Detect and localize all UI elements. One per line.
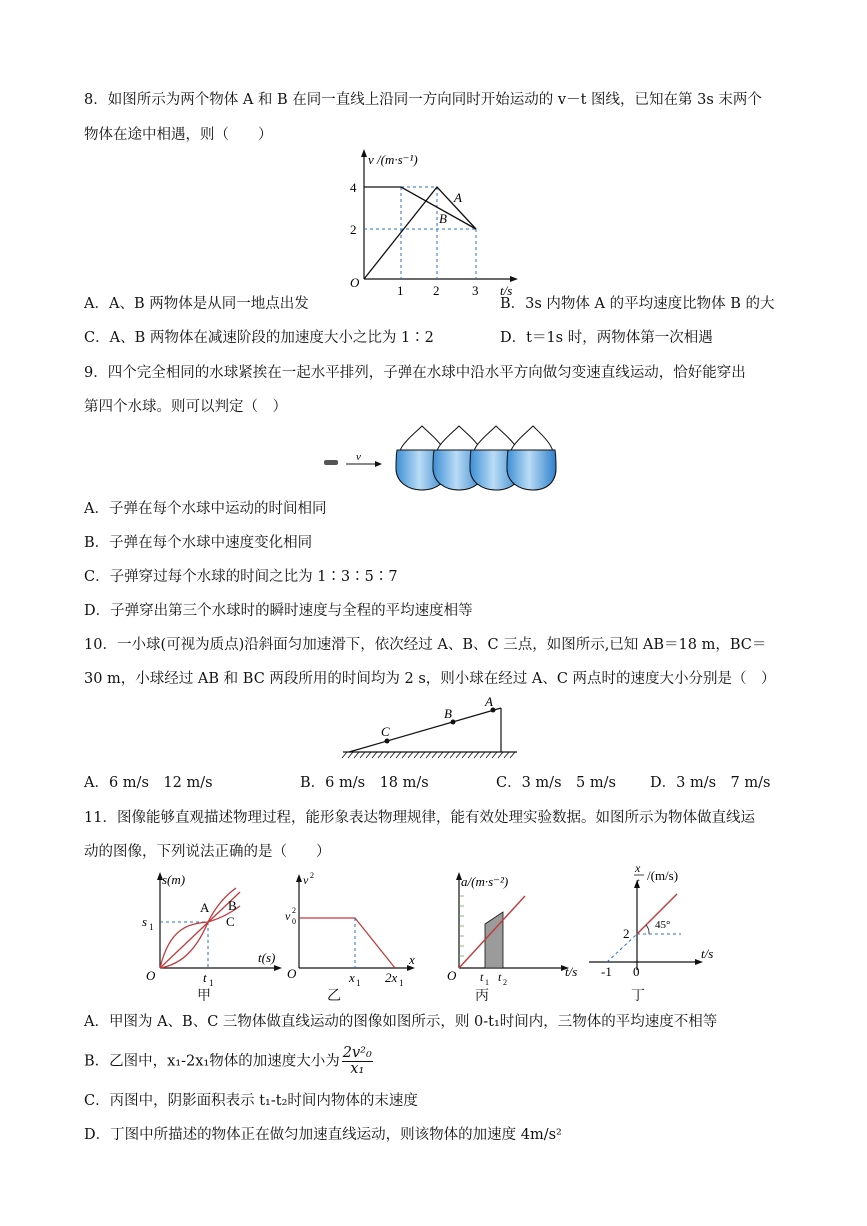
caption-yi: 乙 [327, 988, 341, 1004]
q8-option-d[interactable]: D．t＝1s 时，两物体第一次相遇 [500, 330, 713, 346]
ding-angle-label: 45° [655, 919, 671, 931]
jia-t1-sub: 1 [209, 978, 214, 986]
q10-option-a[interactable]: A．6 m/s 12 m/s [84, 775, 213, 791]
q8-label-b: B [439, 211, 447, 226]
ding-ylabel-unit: /(m/s) [647, 868, 679, 883]
q10-stem-line1: 10．一小球(可视为质点)沿斜面匀加速滑下，依次经过 A、B、C 三点，如图所示,已知 AB＝18 m，BC＝ [84, 637, 767, 653]
q8-origin: O [350, 275, 360, 290]
bing-grid-ticks [459, 896, 464, 956]
q8-option-c[interactable]: C．A、B 两物体在减速阶段的加速度大小之比为 1∶2 [84, 330, 434, 346]
ground-hatching [342, 752, 515, 758]
q8-option-b[interactable]: B．3s 内物体 A 的平均速度比物体 B 的大 [500, 296, 775, 312]
bing-t1: t [480, 970, 484, 984]
q10-option-b[interactable]: B．6 m/s 18 m/s [300, 775, 429, 791]
yi-line [299, 918, 395, 968]
yi-v0-sub: 0 [292, 917, 296, 926]
yi-xlabel: x [409, 952, 415, 967]
incline-surface [349, 708, 501, 752]
yi-x2: 2x [385, 970, 398, 985]
q11-stem-line2: 动的图像，下列说法正确的是（ ） [84, 844, 331, 860]
q8-stem-line2: 物体在途中相遇，则（ ） [84, 127, 273, 143]
q8-option-a[interactable]: A．A、B 两物体是从同一地点出发 [84, 296, 309, 312]
q8-stem-line1: 8．如图所示为两个物体 A 和 B 在同一直线上沿同一方向同时开始运动的 v－t 图线，已知在第 3s 末两个 [84, 92, 762, 108]
jia-label-b: B [228, 898, 237, 913]
q10-option-c[interactable]: C．3 m/s 5 m/s [496, 775, 616, 791]
q11-figure-ding [585, 862, 720, 984]
q10-label-b: B [444, 706, 452, 721]
caption-bing: 丙 [475, 988, 489, 1004]
q10-label-a: A [485, 694, 493, 709]
ding-label-minus1: -1 [601, 964, 612, 979]
caption-jia: 甲 [197, 988, 211, 1004]
bullet-icon [324, 460, 338, 465]
q9-v-label: v [356, 451, 361, 463]
jia-curve-c [160, 888, 236, 968]
q9-stem-line2: 第四个水球。则可以判定（ ） [84, 399, 287, 415]
ding-ylabel-num: x [635, 862, 641, 875]
bing-xlabel: t/s [565, 964, 578, 979]
q8-xtick-2: 2 [433, 283, 440, 295]
water-ball-4 [507, 426, 556, 490]
q8-x-arrow [510, 276, 518, 282]
q9-option-a[interactable]: A．子弹在每个水球中运动的时间相同 [84, 501, 327, 517]
ding-angle-arc [646, 925, 649, 934]
q11-option-b-text: B．乙图中，x₁-2x₁物体的加速度大小为 [84, 1053, 340, 1070]
jia-label-c: C [226, 914, 235, 929]
q11-stem-line1: 11．图像能够直观描述物理过程，能形象表达物理规律，能有效处理实验数据。如图所示为物体做直线运 [84, 810, 755, 826]
q10-label-c: C [381, 724, 390, 739]
q8-label-a: A [454, 190, 462, 205]
q11-option-a[interactable]: A．甲图为 A、B、C 三物体做直线运动的图像如图所示，则 0-t₁时间内，三物体的平均速度不相等 [84, 1014, 718, 1030]
ding-label-2: 2 [623, 926, 630, 941]
jia-s1-sub: 1 [149, 922, 154, 932]
ding-label-0: 0 [633, 964, 640, 979]
q8-ytick-4: 4 [350, 180, 357, 195]
bing-t2: t [498, 970, 502, 984]
q11-figure-jia [140, 866, 285, 986]
q11-option-d[interactable]: D．丁图中所描述的物体正在做匀加速直线运动，则该物体的加速度 4m/s² [84, 1127, 562, 1143]
jia-label-a: A [200, 900, 210, 915]
q10-stem-line2: 30 m，小球经过 AB 和 BC 两段所用的时间均为 2 s，则小球在经过 A、C 两点时的速度大小分别是（ ） [84, 671, 776, 687]
q9-velocity-arrow-head [375, 461, 382, 467]
caption-ding: 丁 [631, 988, 645, 1004]
bing-shaded-area [485, 912, 503, 968]
q8-ylabel: v /(m·s⁻¹) [368, 152, 418, 167]
bing-t1-sub: 1 [485, 978, 489, 986]
q10-incline-figure [335, 692, 525, 764]
q9-option-c[interactable]: C．子弹穿过每个水球的时间之比为 1∶3∶5∶7 [84, 569, 398, 585]
q11-option-b[interactable] [84, 1046, 373, 1077]
q8-xtick-3: 3 [472, 283, 479, 295]
jia-s1: s [142, 914, 148, 929]
ding-ylabel-den: t [636, 875, 640, 889]
q11-figure-bing [445, 866, 590, 986]
bing-origin: O [447, 968, 457, 983]
q8-y-arrow [361, 149, 367, 157]
q8-vt-graph [340, 145, 530, 295]
bing-ylabel: a/(m·s⁻²) [461, 874, 509, 889]
q9-option-d[interactable]: D．子弹穿出第三个水球时的瞬时速度与全程的平均速度相等 [84, 603, 473, 619]
q11-option-c[interactable]: C．丙图中，阴影面积表示 t₁-t₂时间内物体的末速度 [84, 1093, 418, 1109]
q8-ytick-2: 2 [350, 222, 357, 237]
q8-xtick-1: 1 [397, 283, 404, 295]
q8-xlabel: t/s [500, 283, 513, 295]
yi-x2-sub: 1 [399, 978, 404, 986]
yi-v0-sup: 2 [292, 906, 296, 915]
q11-option-b-fraction [342, 1046, 373, 1077]
q10-option-d[interactable]: D．3 m/s 7 m/s [650, 775, 771, 791]
q9-stem-line1: 9．四个完全相同的水球紧挨在一起水平排列，子弹在水球中沿水平方向做匀变速直线运动，恰好能穿出 [84, 365, 746, 381]
q9-option-b[interactable]: B．子弹在每个水球中速度变化相同 [84, 535, 313, 551]
q11-option-b-numerator: 2v²₀ [342, 1045, 372, 1061]
ding-xlabel: t/s [701, 946, 714, 961]
jia-t1: t [203, 970, 207, 985]
q11-option-b-denominator: x₁ [350, 1061, 365, 1077]
q9-water-balls-figure [318, 420, 558, 496]
yi-ylabel: v [303, 873, 309, 887]
bing-t2-sub: 2 [503, 978, 507, 986]
q11-figure-yi [285, 868, 420, 986]
yi-x1-sub: 1 [356, 978, 361, 986]
point-c [385, 739, 390, 744]
yi-v0: v [285, 909, 291, 923]
yi-origin: O [287, 966, 297, 981]
yi-ylabel-sup: 2 [310, 871, 314, 880]
yi-x1: x [349, 970, 355, 985]
jia-xlabel: t(s) [258, 950, 276, 965]
jia-origin: O [146, 968, 156, 983]
jia-ylabel: s(m) [162, 872, 186, 887]
